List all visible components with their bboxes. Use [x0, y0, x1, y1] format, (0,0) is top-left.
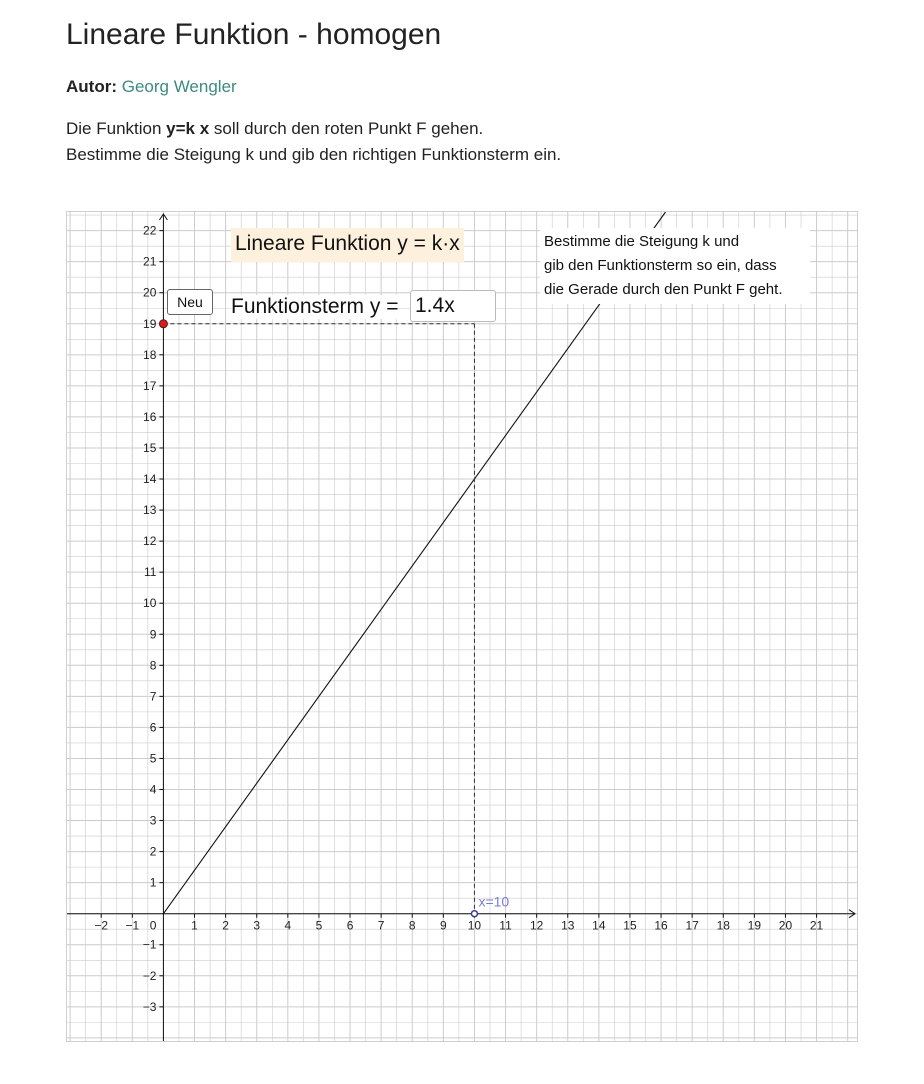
y-tick-label: 17	[143, 378, 157, 393]
x-tick-label: 16	[654, 918, 668, 933]
instruction-text	[540, 228, 810, 304]
y-tick-label: 16	[143, 409, 157, 424]
x-tick-label: 20	[778, 918, 793, 933]
x-marker-point[interactable]	[471, 911, 477, 917]
instruction-line-2: gib den Funktionsterm so ein, dass	[544, 257, 777, 274]
y-tick-label: 18	[143, 347, 157, 362]
y-tick-label: 19	[143, 316, 157, 331]
description-line-1	[66, 116, 561, 142]
x-tick-label: 3	[253, 918, 261, 933]
y-tick-label: −3	[142, 999, 157, 1014]
y-tick-label: 1	[149, 875, 157, 890]
y-tick-label: 4	[149, 782, 157, 797]
x-tick-label: 17	[685, 918, 699, 933]
x-tick-label: −2	[94, 918, 109, 933]
y-tick-label: −1	[142, 937, 157, 952]
function-term-input[interactable]	[410, 290, 496, 322]
x-tick-label: 5	[315, 918, 323, 933]
y-tick-label: 6	[149, 720, 157, 735]
instruction-line-1: Bestimme die Steigung k und	[544, 233, 740, 250]
y-tick-label: −2	[142, 968, 157, 983]
y-tick-label: 2	[149, 844, 157, 859]
y-tick-label: 21	[143, 254, 157, 269]
y-tick-label: 13	[143, 503, 157, 518]
author-label: Autor:	[66, 77, 117, 96]
geogebra-applet[interactable]	[66, 211, 858, 1042]
x-tick-label: 14	[592, 918, 606, 933]
x-tick-label: −1	[125, 918, 140, 933]
x-tick-label: 18	[716, 918, 730, 933]
x-tick-label: 6	[346, 918, 354, 933]
x-tick-label: 19	[747, 918, 762, 933]
page-title: Lineare Funktion - homogen	[66, 18, 442, 51]
x-tick-label: 4	[284, 918, 292, 933]
y-tick-label: 15	[143, 440, 157, 455]
x-tick-label: 11	[499, 918, 512, 933]
instruction-line-3: die Gerade durch den Punkt F geht.	[544, 281, 783, 298]
y-tick-label: 9	[149, 627, 157, 642]
y-tick-label: 10	[143, 596, 157, 611]
x-tick-label: 2	[222, 918, 229, 933]
x-tick-label: 21	[809, 918, 824, 933]
y-tick-label: 14	[143, 472, 157, 487]
x-tick-label: 12	[529, 918, 544, 933]
origin-label: 0	[149, 918, 157, 933]
y-tick-label: 12	[143, 534, 157, 549]
x-tick-label: 13	[561, 918, 575, 933]
y-tick-label: 22	[143, 223, 157, 238]
x-tick-label: 7	[377, 918, 385, 933]
point-f[interactable]	[159, 320, 167, 328]
applet-heading: Lineare Funktion y = k·x	[231, 228, 464, 262]
function-formula: y=k x	[166, 119, 210, 138]
y-tick-label: 11	[143, 565, 157, 580]
x-tick-label: 10	[467, 918, 482, 933]
description-text-2: soll durch den roten Punkt F gehen.	[209, 119, 484, 138]
description	[66, 116, 561, 168]
x-tick-label: 8	[408, 918, 416, 933]
reset-button[interactable]: Neu	[167, 289, 213, 315]
x-marker-label: x=10	[478, 893, 510, 910]
y-tick-label: 3	[149, 813, 157, 828]
y-tick-label: 5	[149, 751, 157, 766]
graph-canvas[interactable]	[67, 212, 857, 1041]
description-text-1: Die Funktion	[66, 119, 167, 138]
term-label: Funktionsterm y =	[231, 295, 399, 318]
description-line-2: Bestimme die Steigung k und gib den richtigen Funktionsterm ein.	[66, 145, 562, 164]
x-tick-label: 9	[439, 918, 447, 933]
author-link[interactable]: Georg Wengler	[121, 77, 237, 96]
y-tick-label: 7	[149, 689, 157, 704]
author-line	[66, 77, 237, 97]
x-tick-label: 1	[191, 918, 198, 933]
x-tick-label: 15	[623, 918, 637, 933]
y-tick-label: 20	[143, 285, 157, 300]
y-tick-label: 8	[149, 658, 157, 673]
